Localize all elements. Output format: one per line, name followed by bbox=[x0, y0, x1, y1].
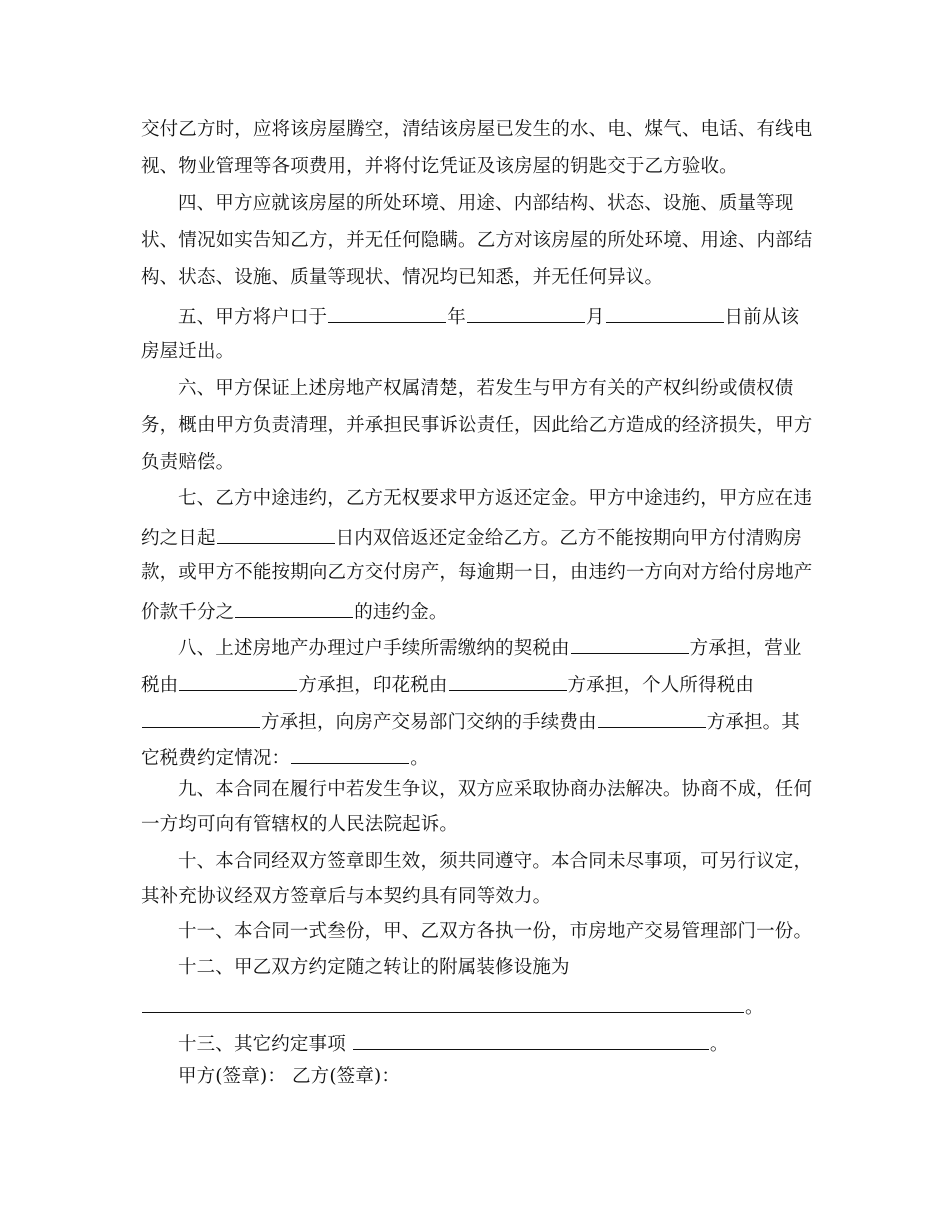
text-line: 构、状态、设施、质量等现状、情况均已知悉，并无任何异议。 bbox=[141, 267, 664, 288]
clause-7-line: 七、乙方中途违约，乙方无权要求甲方返还定金。甲方中途违约，甲方应在违 bbox=[178, 488, 813, 509]
clause-text: 方承担。其 bbox=[706, 712, 800, 733]
clause-4-line: 四、甲方应就该房屋的所处环境、用途、内部结构、状态、设施、质量等现 bbox=[178, 193, 794, 214]
text-line bbox=[141, 522, 802, 550]
clause-6-line: 六、甲方保证上述房地产权属清楚，若发生与甲方有关的产权纠纷或债权债 bbox=[178, 378, 794, 399]
clause-8-line bbox=[178, 632, 802, 660]
clause-text: 它税费约定情况： bbox=[141, 748, 291, 769]
text-line: 一方均可向有管辖权的人民法院起诉。 bbox=[141, 814, 459, 835]
clause-text: 。 bbox=[745, 997, 764, 1018]
text-line bbox=[141, 991, 764, 1019]
text-line: 交付乙方时，应将该房屋腾空，清结该房屋已发生的水、电、煤气、电话、有线电 bbox=[141, 119, 813, 140]
clause-text: 十三、其它约定事项 bbox=[178, 1034, 352, 1055]
clause-10-line: 十、本合同经双方签章即生效，须共同遵守。本合同未尽事项，可另行议定， bbox=[178, 851, 813, 872]
text-line: 房屋迁出。 bbox=[141, 341, 235, 362]
clause-text: 。 bbox=[709, 1034, 729, 1055]
clause-text: 税由 bbox=[141, 675, 179, 696]
clause-text: 日内双倍返还定金给乙方。乙方不能按期向甲方付清购房 bbox=[335, 528, 802, 549]
other-tax-blank[interactable] bbox=[291, 742, 409, 764]
clause-text: 约之日起 bbox=[141, 528, 216, 549]
clause-text: 价款千分之 bbox=[141, 602, 235, 623]
deed-tax-blank[interactable] bbox=[571, 632, 689, 654]
clause-text: 月 bbox=[585, 307, 605, 328]
text-line bbox=[141, 706, 800, 734]
clause-text: 的违约金。 bbox=[354, 602, 448, 623]
clause-text: 年 bbox=[447, 307, 466, 328]
text-line: 状、情况如实告知乙方，并无任何隐瞒。乙方对该房屋的所处环境、用途、内部结 bbox=[141, 230, 813, 251]
penalty-rate-blank[interactable] bbox=[235, 596, 353, 618]
clause-text: 。 bbox=[410, 748, 429, 769]
clause-5-line bbox=[178, 301, 799, 329]
text-line: 款，或甲方不能按期向乙方交付房产，每逾期一日，由违约一方向对方给付房地产 bbox=[141, 562, 813, 583]
text-line: 视、物业管理等各项费用，并将付讫凭证及该房屋的钥匙交于乙方验收。 bbox=[141, 156, 738, 177]
clause-text: 日前从该 bbox=[724, 307, 800, 328]
text-line bbox=[141, 596, 448, 624]
handling-fee-blank[interactable] bbox=[598, 706, 706, 728]
clause-text: 方承担，印花税由 bbox=[298, 675, 448, 696]
clause-11-line: 十一、本合同一式叁份，甲、乙双方各执一份，市房地产交易管理部门一份。 bbox=[178, 921, 813, 942]
day-blank[interactable] bbox=[606, 301, 724, 323]
clause-12-line: 十二、甲乙双方约定随之转让的附属装修设施为 bbox=[178, 957, 570, 978]
signature-line: 甲方(签章)： 乙方(签章)： bbox=[178, 1066, 401, 1087]
text-line: 负责赔偿。 bbox=[141, 452, 235, 473]
clause-text: 方承担，个人所得税由 bbox=[567, 675, 755, 696]
days-blank[interactable] bbox=[217, 522, 335, 544]
clause-text: 方承担，营业 bbox=[689, 638, 802, 659]
income-tax-blank[interactable] bbox=[142, 706, 260, 728]
clause-text: 方承担，向房产交易部门交纳的手续费由 bbox=[261, 712, 597, 733]
business-tax-blank[interactable] bbox=[179, 669, 297, 691]
clause-text: 八、上述房地产办理过户手续所需缴纳的契税由 bbox=[178, 638, 570, 659]
text-line: 务，概由甲方负责清理，并承担民事诉讼责任，因此给乙方造成的经济损失，甲方 bbox=[141, 415, 813, 436]
year-blank[interactable] bbox=[328, 301, 446, 323]
stamp-tax-blank[interactable] bbox=[449, 669, 567, 691]
other-terms-blank[interactable] bbox=[353, 1028, 709, 1050]
text-line bbox=[141, 742, 429, 770]
clause-text: 五、甲方将户口于 bbox=[178, 307, 328, 328]
clause-13-line bbox=[178, 1028, 729, 1056]
clause-9-line: 九、本合同在履行中若发生争议，双方应采取协商办法解决。协商不成，任何 bbox=[178, 779, 813, 800]
fixtures-blank[interactable] bbox=[142, 991, 744, 1013]
month-blank[interactable] bbox=[467, 301, 585, 323]
text-line: 其补充协议经双方签章后与本契约具有同等效力。 bbox=[141, 886, 552, 907]
text-line bbox=[141, 669, 754, 697]
